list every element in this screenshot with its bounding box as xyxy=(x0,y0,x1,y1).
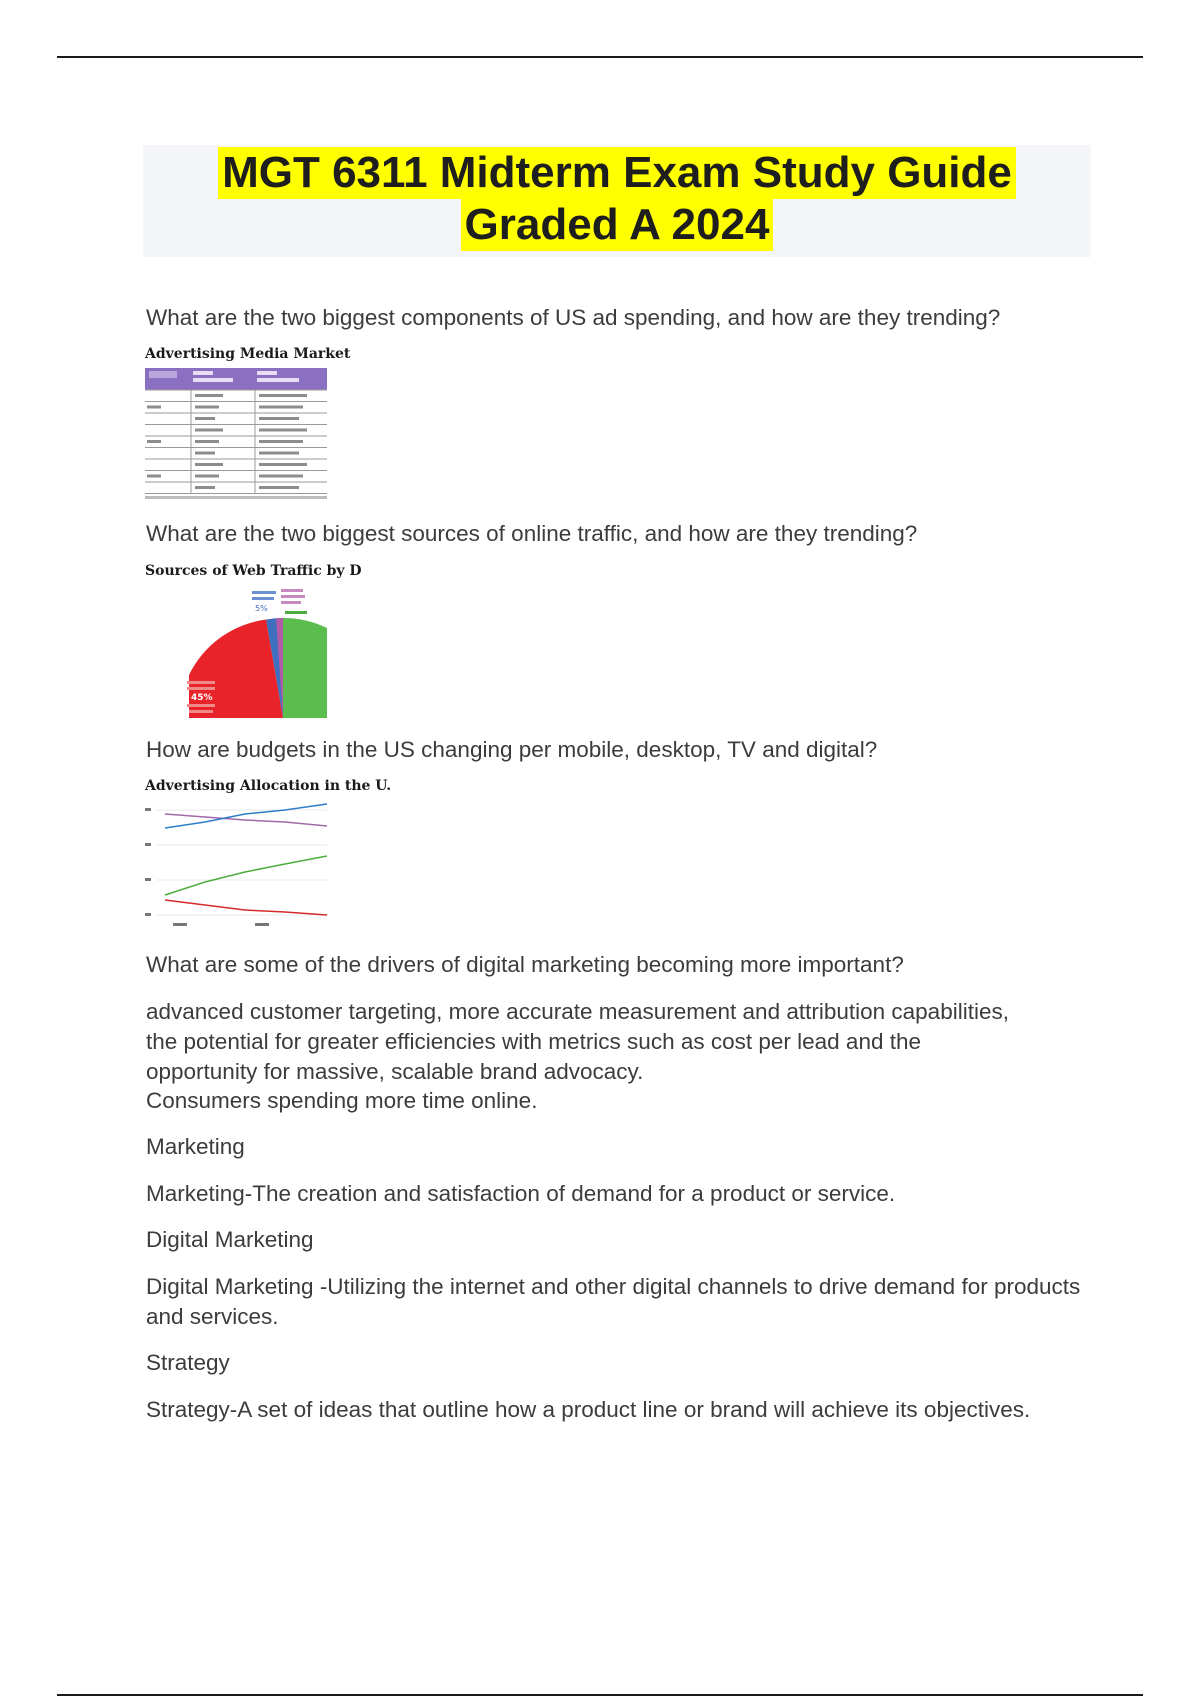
figure-title: Advertising Media Market xyxy=(145,346,351,362)
web-traffic-pie-image xyxy=(145,585,327,718)
definition-marketing: Marketing-The creation and satisfaction of demand for a product or service. xyxy=(146,1181,896,1206)
term-digital-marketing: Digital Marketing xyxy=(146,1227,314,1252)
media-market-table-image xyxy=(145,368,327,502)
answer-line: opportunity for massive, scalable brand advocacy. xyxy=(146,1059,644,1084)
figure-title: Sources of Web Traffic by D xyxy=(145,563,362,579)
line-series-green xyxy=(165,856,327,895)
web-traffic-figure xyxy=(145,563,362,718)
ad-allocation-line-chart-image xyxy=(145,800,327,928)
title-banner xyxy=(143,145,1091,257)
figure-title: Advertising Allocation in the U. xyxy=(145,778,392,794)
question-drivers: What are some of the drivers of digital marketing becoming more important? xyxy=(146,952,904,977)
red-pct-label: 45% xyxy=(191,693,213,703)
ad-allocation-figure xyxy=(145,778,392,928)
definition-digital-marketing: Digital Marketing -Utilizing the internet and other digital channels to drive demand for products and services. xyxy=(146,1274,1081,1329)
answer-line: the potential for greater efficiencies with metrics such as cost per lead and the xyxy=(146,1029,921,1054)
ad-media-market-figure xyxy=(145,346,351,502)
question-ad-spending: What are the two biggest components of US ad spending, and how are they trending? xyxy=(146,305,1001,330)
blue-pct-label: 5% xyxy=(255,604,268,613)
top-rule xyxy=(57,56,1143,58)
pie-slice-green xyxy=(283,618,327,718)
definition-strategy: Strategy-A set of ideas that outline how a product line or brand will achieve its objectives. xyxy=(146,1397,1031,1422)
document-title-line-2: Graded A 2024 xyxy=(461,199,774,251)
question-budgets: How are budgets in the US changing per mobile, desktop, TV and digital? xyxy=(146,737,878,762)
question-online-traffic: What are the two biggest sources of online traffic, and how are they trending? xyxy=(146,521,918,546)
bottom-rule xyxy=(57,1694,1143,1696)
term-strategy: Strategy xyxy=(146,1350,230,1375)
document-title-line-1: MGT 6311 Midterm Exam Study Guide xyxy=(218,147,1016,199)
answer-line: advanced customer targeting, more accurate measurement and attribution capabilities, xyxy=(146,999,1009,1024)
term-marketing: Marketing xyxy=(146,1134,245,1159)
line-series-red xyxy=(165,900,327,915)
answer-line: Consumers spending more time online. xyxy=(146,1088,538,1113)
